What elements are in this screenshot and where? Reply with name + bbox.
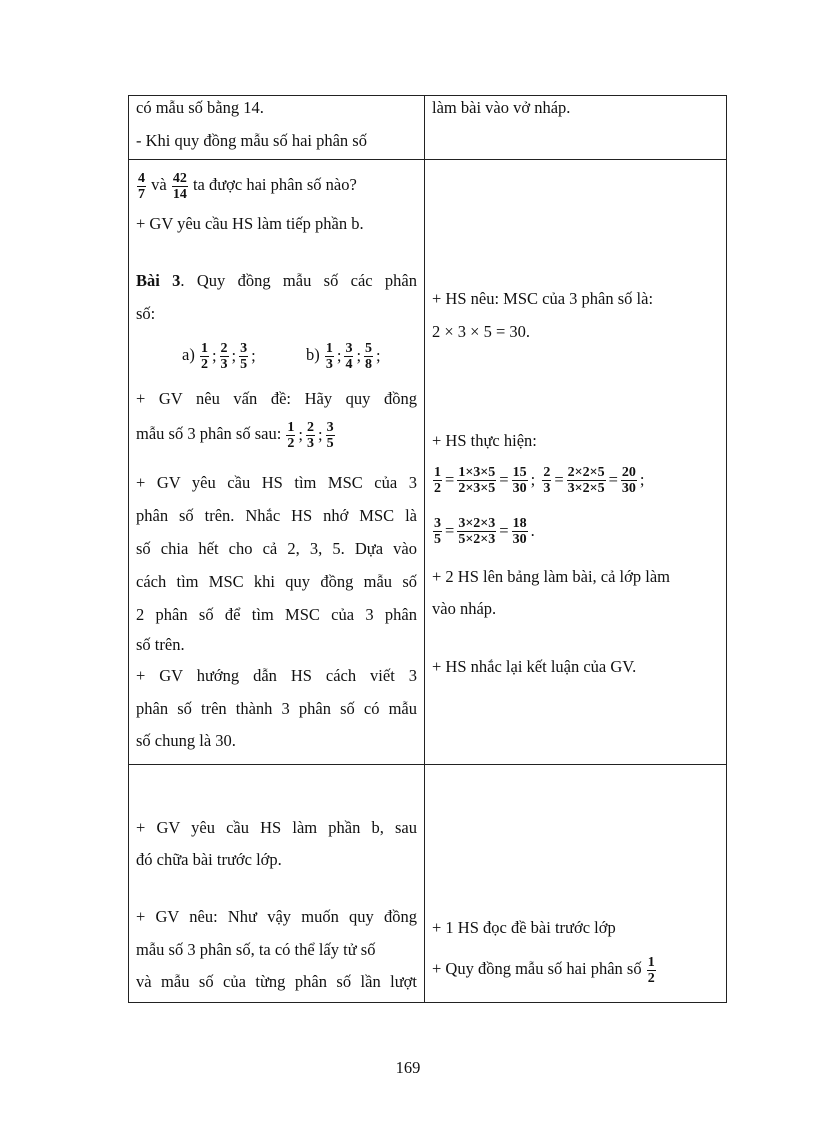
fraction: $\frac{1}{2}$ <box>200 340 208 372</box>
question-line: $\frac{4}{7}$ và $\frac{42}{14}$ ta được hai phân số nào? <box>138 170 357 202</box>
hs-board-line-2: vào nháp. <box>432 599 497 618</box>
row-divider-2 <box>128 764 727 765</box>
hs-msc-line-1: + HS nêu: MSC của 3 phân số là: <box>432 289 654 308</box>
fraction: $\frac{18}{30}$ <box>512 515 527 547</box>
exercise-3-parts: a) $\frac{1}{2}$ ; $\frac{2}{3}$ ; $\frac{3}{5}$ ; b) $\frac{1}{3}$ ; $\frac{3}{4}$ ; $\frac{5}{8}$ ; <box>182 340 381 372</box>
gv-guide-line-3: số chung là 30. <box>136 731 236 750</box>
fraction-1-2: $\frac{1}{2}$ <box>647 954 655 986</box>
gv-msc-line-1: + GV yêu cầu HS tìm MSC của 3 <box>136 473 417 492</box>
fraction: $\frac{3}{5}$ <box>434 515 441 547</box>
fraction: $\frac{5}{8}$ <box>365 340 373 372</box>
table-border-right <box>726 95 727 1003</box>
fraction: $\frac{3}{5}$ <box>326 419 334 451</box>
table-border-top <box>128 95 727 96</box>
row3-right-line-2: + Quy đồng mẫu số hai phân số $\frac{1}{2}$ <box>432 954 655 986</box>
hs-conclusion-line: + HS nhắc lại kết luận của GV. <box>432 657 637 676</box>
lesson-table <box>128 95 727 1003</box>
fraction: $\frac{1}{2}$ <box>434 464 441 496</box>
row1-left-line-2: - Khi quy đồng mẫu số hai phân số <box>136 131 367 150</box>
row1-left-line-1: có mẫu số bằng 14. <box>136 98 264 117</box>
row-divider-1 <box>128 159 727 160</box>
row3-left-line-5: và mẫu số của từng phân số lần lượt <box>136 972 417 991</box>
gv-problem-line-2: mẫu số 3 phân số sau: $\frac{1}{2}$ ; $\frac{2}{3}$ ; $\frac{3}{5}$ <box>136 419 334 451</box>
page-number: 169 <box>395 1058 421 1077</box>
fraction: $\frac{1}{3}$ <box>325 340 333 372</box>
gv-problem-line-1: + GV nêu vấn đề: Hãy quy đồng <box>136 389 417 408</box>
exercise-3-title: Bài 3. Quy đồng mẫu số các phân <box>136 271 418 290</box>
exercise-3-title-cont: số: <box>136 304 156 323</box>
row1-right-line-1: làm bài vào vở nháp. <box>432 98 571 117</box>
table-column-divider <box>424 95 425 1003</box>
table-border-bottom <box>128 1002 727 1003</box>
gv-msc-line-4: cách tìm MSC khi quy đồng mẫu số <box>136 572 417 591</box>
gv-msc-line-5: 2 phân số để tìm MSC của 3 phân <box>136 605 417 624</box>
fraction: $\frac{2}{3}$ <box>543 464 551 496</box>
fraction: $\frac{3}{5}$ <box>240 340 248 372</box>
exercise-3-label: Bài 3 <box>136 271 181 290</box>
fraction-42-14: $\frac{42}{14}$ <box>172 170 187 202</box>
fraction: $\frac{3}{4}$ <box>345 340 353 372</box>
row3-left-line-2: đó chữa bài trước lớp. <box>136 850 282 869</box>
equation-row-2: $\frac{3}{5}$ = $\frac{3\times 2\times 3}{5\times 2\times 3}$ = $\frac{18}{30}$ . <box>434 515 535 547</box>
fraction: $\frac{3\times 2\times 3}{5\times 2\times 3}$ <box>458 515 496 547</box>
gv-guide-line-1: + GV hướng dẫn HS cách viết 3 <box>136 666 417 685</box>
row3-left-line-3: + GV nêu: Như vậy muốn quy đồng <box>136 907 417 926</box>
row3-left-line-4: mẫu số 3 phân số, ta có thể lấy tử số <box>136 940 376 959</box>
fraction: $\frac{20}{30}$ <box>621 464 636 496</box>
hs-msc-line-2: 2 × 3 × 5 = 30. <box>432 322 531 341</box>
hs-board-line-1: + 2 HS lên bảng làm bài, cả lớp làm <box>432 567 670 586</box>
gv-msc-line-6: số trên. <box>136 635 185 654</box>
gv-part-b-instruction: + GV yêu cầu HS làm tiếp phần b. <box>136 214 364 233</box>
hs-do-line: + HS thực hiện: <box>432 431 537 450</box>
gv-guide-line-2: phân số trên thành 3 phân số có mẫu <box>136 699 417 718</box>
equation-row-1: $\frac{1}{2}$ = $\frac{1\times 3\times 5}{2\times 3\times 5}$ = $\frac{15}{30}$ ; $\frac{2}{3}$ = $\frac{2\times 2\times 5}{3\times 2\times 5}$ = $\frac{20}{30}$ ; <box>434 464 645 496</box>
fraction: $\frac{15}{30}$ <box>512 464 527 496</box>
fraction: $\frac{1\times 3\times 5}{2\times 3\times 5}$ <box>458 464 496 496</box>
fraction: $\frac{2}{3}$ <box>307 419 314 451</box>
table-border-left <box>128 95 129 1003</box>
row3-left-line-1: + GV yêu cầu HS làm phần b, sau <box>136 818 417 837</box>
fraction-4-7: $\frac{4}{7}$ <box>138 170 145 202</box>
fraction: $\frac{1}{2}$ <box>287 419 295 451</box>
row3-right-line-1: + 1 HS đọc đề bài trước lớp <box>432 918 616 937</box>
fraction: $\frac{2}{3}$ <box>220 340 228 372</box>
gv-msc-line-3: số chia hết cho cả 2, 3, 5. Dựa vào <box>136 539 417 558</box>
fraction: $\frac{2\times 2\times 5}{3\times 2\times 5}$ <box>567 464 605 496</box>
gv-msc-line-2: phân số trên. Nhắc HS nhớ MSC là <box>136 506 417 525</box>
